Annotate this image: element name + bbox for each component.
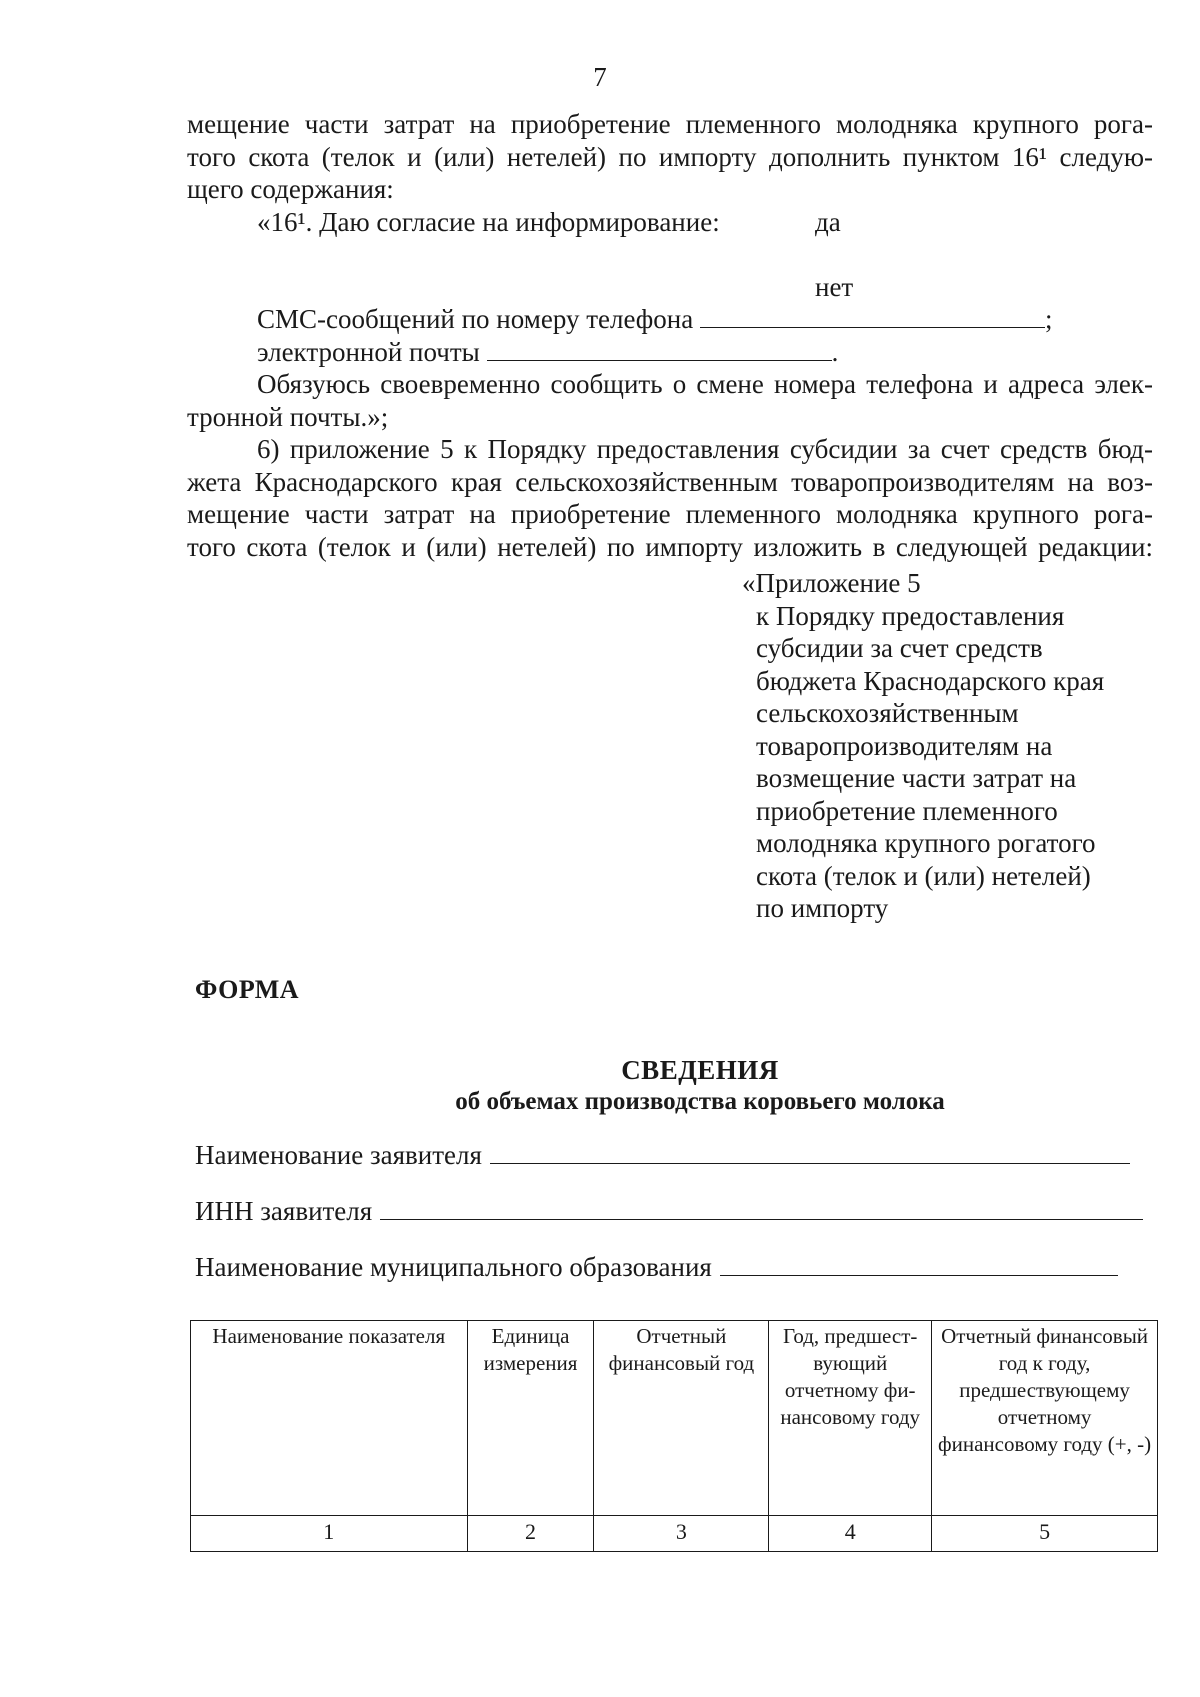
sms-end: ; bbox=[1044, 304, 1053, 334]
text-line: щего содержания: bbox=[187, 174, 394, 204]
applicant-inn-field[interactable] bbox=[380, 1199, 1143, 1220]
column-number: 1 bbox=[191, 1516, 468, 1552]
appendix-line: субсидии за счет средств bbox=[756, 633, 1043, 663]
appendix-line: товаропроизводителям на bbox=[756, 730, 1053, 761]
header-indicator-name: Наименование показателя bbox=[191, 1321, 468, 1516]
text-line: Обязуюсь своевременно сообщить о смене номера телефона и адреса элек- bbox=[257, 369, 1153, 399]
forma-label: ФОРМА bbox=[195, 975, 300, 1004]
text-line: того скота (телок и (или) нетелей) по импорту дополнить пунктом 16¹ следую- bbox=[187, 141, 1153, 172]
option-yes[interactable]: да bbox=[815, 206, 841, 237]
applicant-inn-label: ИНН заявителя bbox=[195, 1196, 373, 1226]
column-number: 3 bbox=[594, 1516, 769, 1552]
applicant-name-field[interactable] bbox=[490, 1143, 1130, 1164]
column-number: 4 bbox=[769, 1516, 932, 1552]
appendix-line: бюджета Краснодарского края bbox=[756, 665, 1105, 696]
header-previous-year: Год, предшест-вующий отчетному фи-нансовому году bbox=[769, 1321, 932, 1516]
milk-production-table bbox=[190, 1320, 1158, 1552]
appendix-line: сельскохозяйственным bbox=[756, 698, 1019, 728]
option-no[interactable]: нет bbox=[815, 271, 854, 302]
table-number-row bbox=[191, 1516, 1158, 1552]
appendix-line: молодняка крупного рогатого bbox=[756, 828, 1096, 858]
email-label: электронной почты bbox=[257, 336, 480, 367]
column-number: 2 bbox=[467, 1516, 594, 1552]
document-subtitle: об объемах производства коровьего молока bbox=[455, 1088, 945, 1115]
email-end: . bbox=[831, 336, 839, 367]
appendix-block bbox=[742, 567, 1162, 925]
header-reporting-year: Отчетный финансовый год bbox=[594, 1321, 769, 1516]
phone-field[interactable] bbox=[700, 303, 1045, 328]
municipality-field[interactable] bbox=[720, 1255, 1118, 1276]
consent-row-no bbox=[187, 271, 1153, 304]
consent-spacer bbox=[187, 238, 1153, 271]
consent-row bbox=[187, 206, 1153, 239]
sms-line bbox=[187, 303, 1153, 336]
municipality-row bbox=[195, 1252, 1118, 1283]
text-line: мещение части затрат на приобретение племенного молодняка крупного рога- bbox=[187, 499, 1153, 529]
sms-label: СМС-сообщений по номеру телефона bbox=[257, 304, 694, 334]
document-title: СВЕДЕНИЯ bbox=[621, 1055, 779, 1085]
applicant-name-label: Наименование заявителя bbox=[195, 1140, 482, 1170]
page-number: 7 bbox=[593, 62, 607, 92]
appendix-line: по импорту bbox=[756, 893, 889, 923]
appendix-line: «Приложение 5 bbox=[742, 568, 921, 598]
municipality-label: Наименование муниципального образования bbox=[195, 1252, 712, 1282]
text-line: мещение части затрат на приобретение племенного молодняка крупного рога- bbox=[187, 109, 1153, 139]
consent-label: «16¹. Даю согласие на информирование: bbox=[257, 206, 720, 237]
header-unit: Единица измерения bbox=[467, 1321, 594, 1516]
text-line: тронной почты.»; bbox=[187, 401, 389, 432]
appendix-line: возмещение части затрат на bbox=[756, 763, 1077, 793]
header-year-difference: Отчетный финансовый год к году, предшествующему отчетному финансовому году (+, -) bbox=[932, 1321, 1158, 1516]
appendix-line: скота (телок и (или) нетелей) bbox=[756, 860, 1091, 891]
appendix-line: приобретение племенного bbox=[756, 795, 1058, 826]
text-line: того скота (телок и (или) нетелей) по импорту изложить в следующей редакции: bbox=[187, 531, 1153, 562]
column-number: 5 bbox=[932, 1516, 1158, 1552]
appendix-line: к Порядку предоставления bbox=[756, 600, 1065, 631]
main-text bbox=[187, 108, 1153, 563]
table-header-row bbox=[191, 1321, 1158, 1516]
applicant-name-row bbox=[195, 1140, 1130, 1171]
email-line bbox=[187, 336, 1153, 369]
email-field[interactable] bbox=[487, 336, 832, 361]
text-line: жета Краснодарского края сельскохозяйственным товаропроизводителям на воз- bbox=[187, 466, 1153, 497]
applicant-inn-row bbox=[195, 1196, 1143, 1227]
text-line: 6) приложение 5 к Порядку предоставления субсидии за счет средств бюд- bbox=[257, 434, 1153, 464]
